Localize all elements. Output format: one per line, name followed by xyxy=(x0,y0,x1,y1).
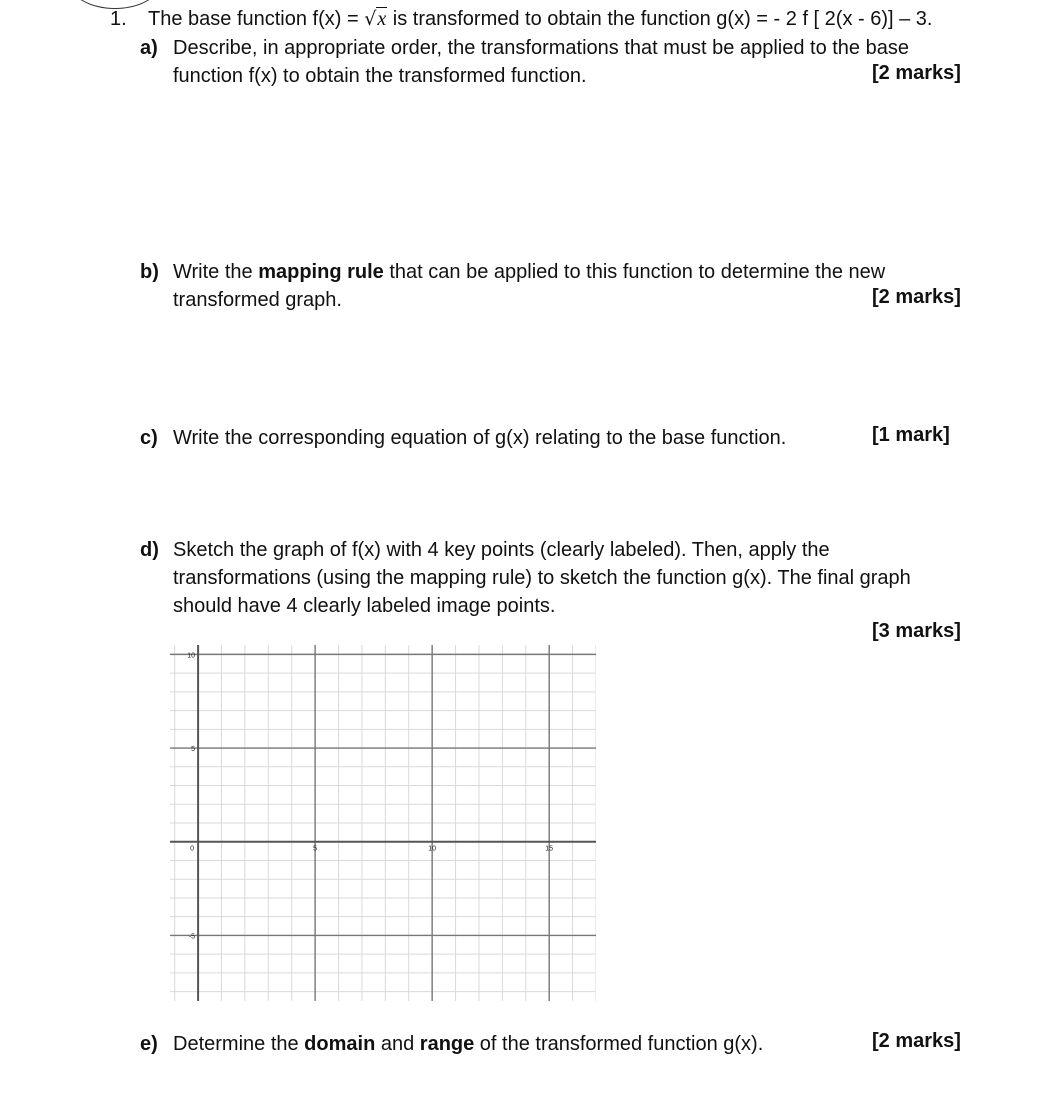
part-a-text xyxy=(173,34,973,90)
part-e-text xyxy=(173,1030,873,1058)
x-tick-label: 0 xyxy=(190,845,195,853)
y-tick-label: 10 xyxy=(187,652,196,660)
part-b-marks: [2 marks] xyxy=(872,286,961,308)
y-tick-label: 5 xyxy=(191,746,196,754)
part-a-line-1: Describe, in appropriate order, the transformations that must be applied to the base xyxy=(173,37,909,59)
part-c-marks: [1 mark] xyxy=(872,424,950,446)
part-b-line-1-after: that can be applied to this function to determine the new xyxy=(383,261,886,283)
part-b-letter: b) xyxy=(140,261,159,283)
part-a-letter: a) xyxy=(140,37,158,59)
question-stem xyxy=(148,8,932,31)
stem-text-before: The base function f(x) = xyxy=(148,8,365,30)
part-b-line-1-before: Write the xyxy=(173,261,259,283)
part-d-line-3: should have 4 clearly labeled image points. xyxy=(173,595,556,617)
domain-term: domain xyxy=(304,1033,376,1055)
stem-text-after: is transformed to obtain the function g(x) = - 2 f [ 2(x - 6)] – 3. xyxy=(387,8,933,30)
part-c-text: Write the corresponding equation of g(x) relating to the base function. xyxy=(173,427,787,449)
part-b-line-1 xyxy=(173,258,973,286)
radical-sign-icon: √ xyxy=(364,8,377,30)
part-a-marks: [2 marks] xyxy=(872,62,961,84)
square-root-expression xyxy=(364,7,387,30)
mapping-rule-term: mapping rule xyxy=(258,261,384,283)
x-tick-label: 15 xyxy=(545,845,554,853)
part-d-text xyxy=(173,536,993,620)
part-e-text-after: of the transformed function g(x). xyxy=(474,1033,764,1055)
range-term: range xyxy=(419,1033,475,1055)
part-e-marks: [2 marks] xyxy=(872,1030,961,1052)
part-e-letter: e) xyxy=(140,1033,158,1055)
part-b-text xyxy=(173,258,973,314)
part-c-letter: c) xyxy=(140,427,158,449)
coordinate-grid[interactable] xyxy=(170,645,596,1001)
part-d-letter: d) xyxy=(140,539,159,561)
part-d-marks: [3 marks] xyxy=(872,620,961,642)
x-tick-label: 5 xyxy=(313,845,318,853)
part-e-text-before: Determine the xyxy=(173,1033,305,1055)
part-d-line-1: Sketch the graph of f(x) with 4 key points (clearly labeled). Then, apply the xyxy=(173,539,830,561)
part-d-line-2: transformations (using the mapping rule) to sketch the function g(x). The final graph xyxy=(173,567,911,589)
x-tick-label: 10 xyxy=(428,845,437,853)
question-number: 1. xyxy=(110,8,127,30)
part-b-line-2: transformed graph. xyxy=(173,289,342,311)
part-a-line-2: function f(x) to obtain the transformed function. xyxy=(173,65,587,87)
y-tick-label: -5 xyxy=(188,933,196,941)
radicand: x xyxy=(377,8,387,30)
part-e-text-mid: and xyxy=(375,1033,420,1055)
